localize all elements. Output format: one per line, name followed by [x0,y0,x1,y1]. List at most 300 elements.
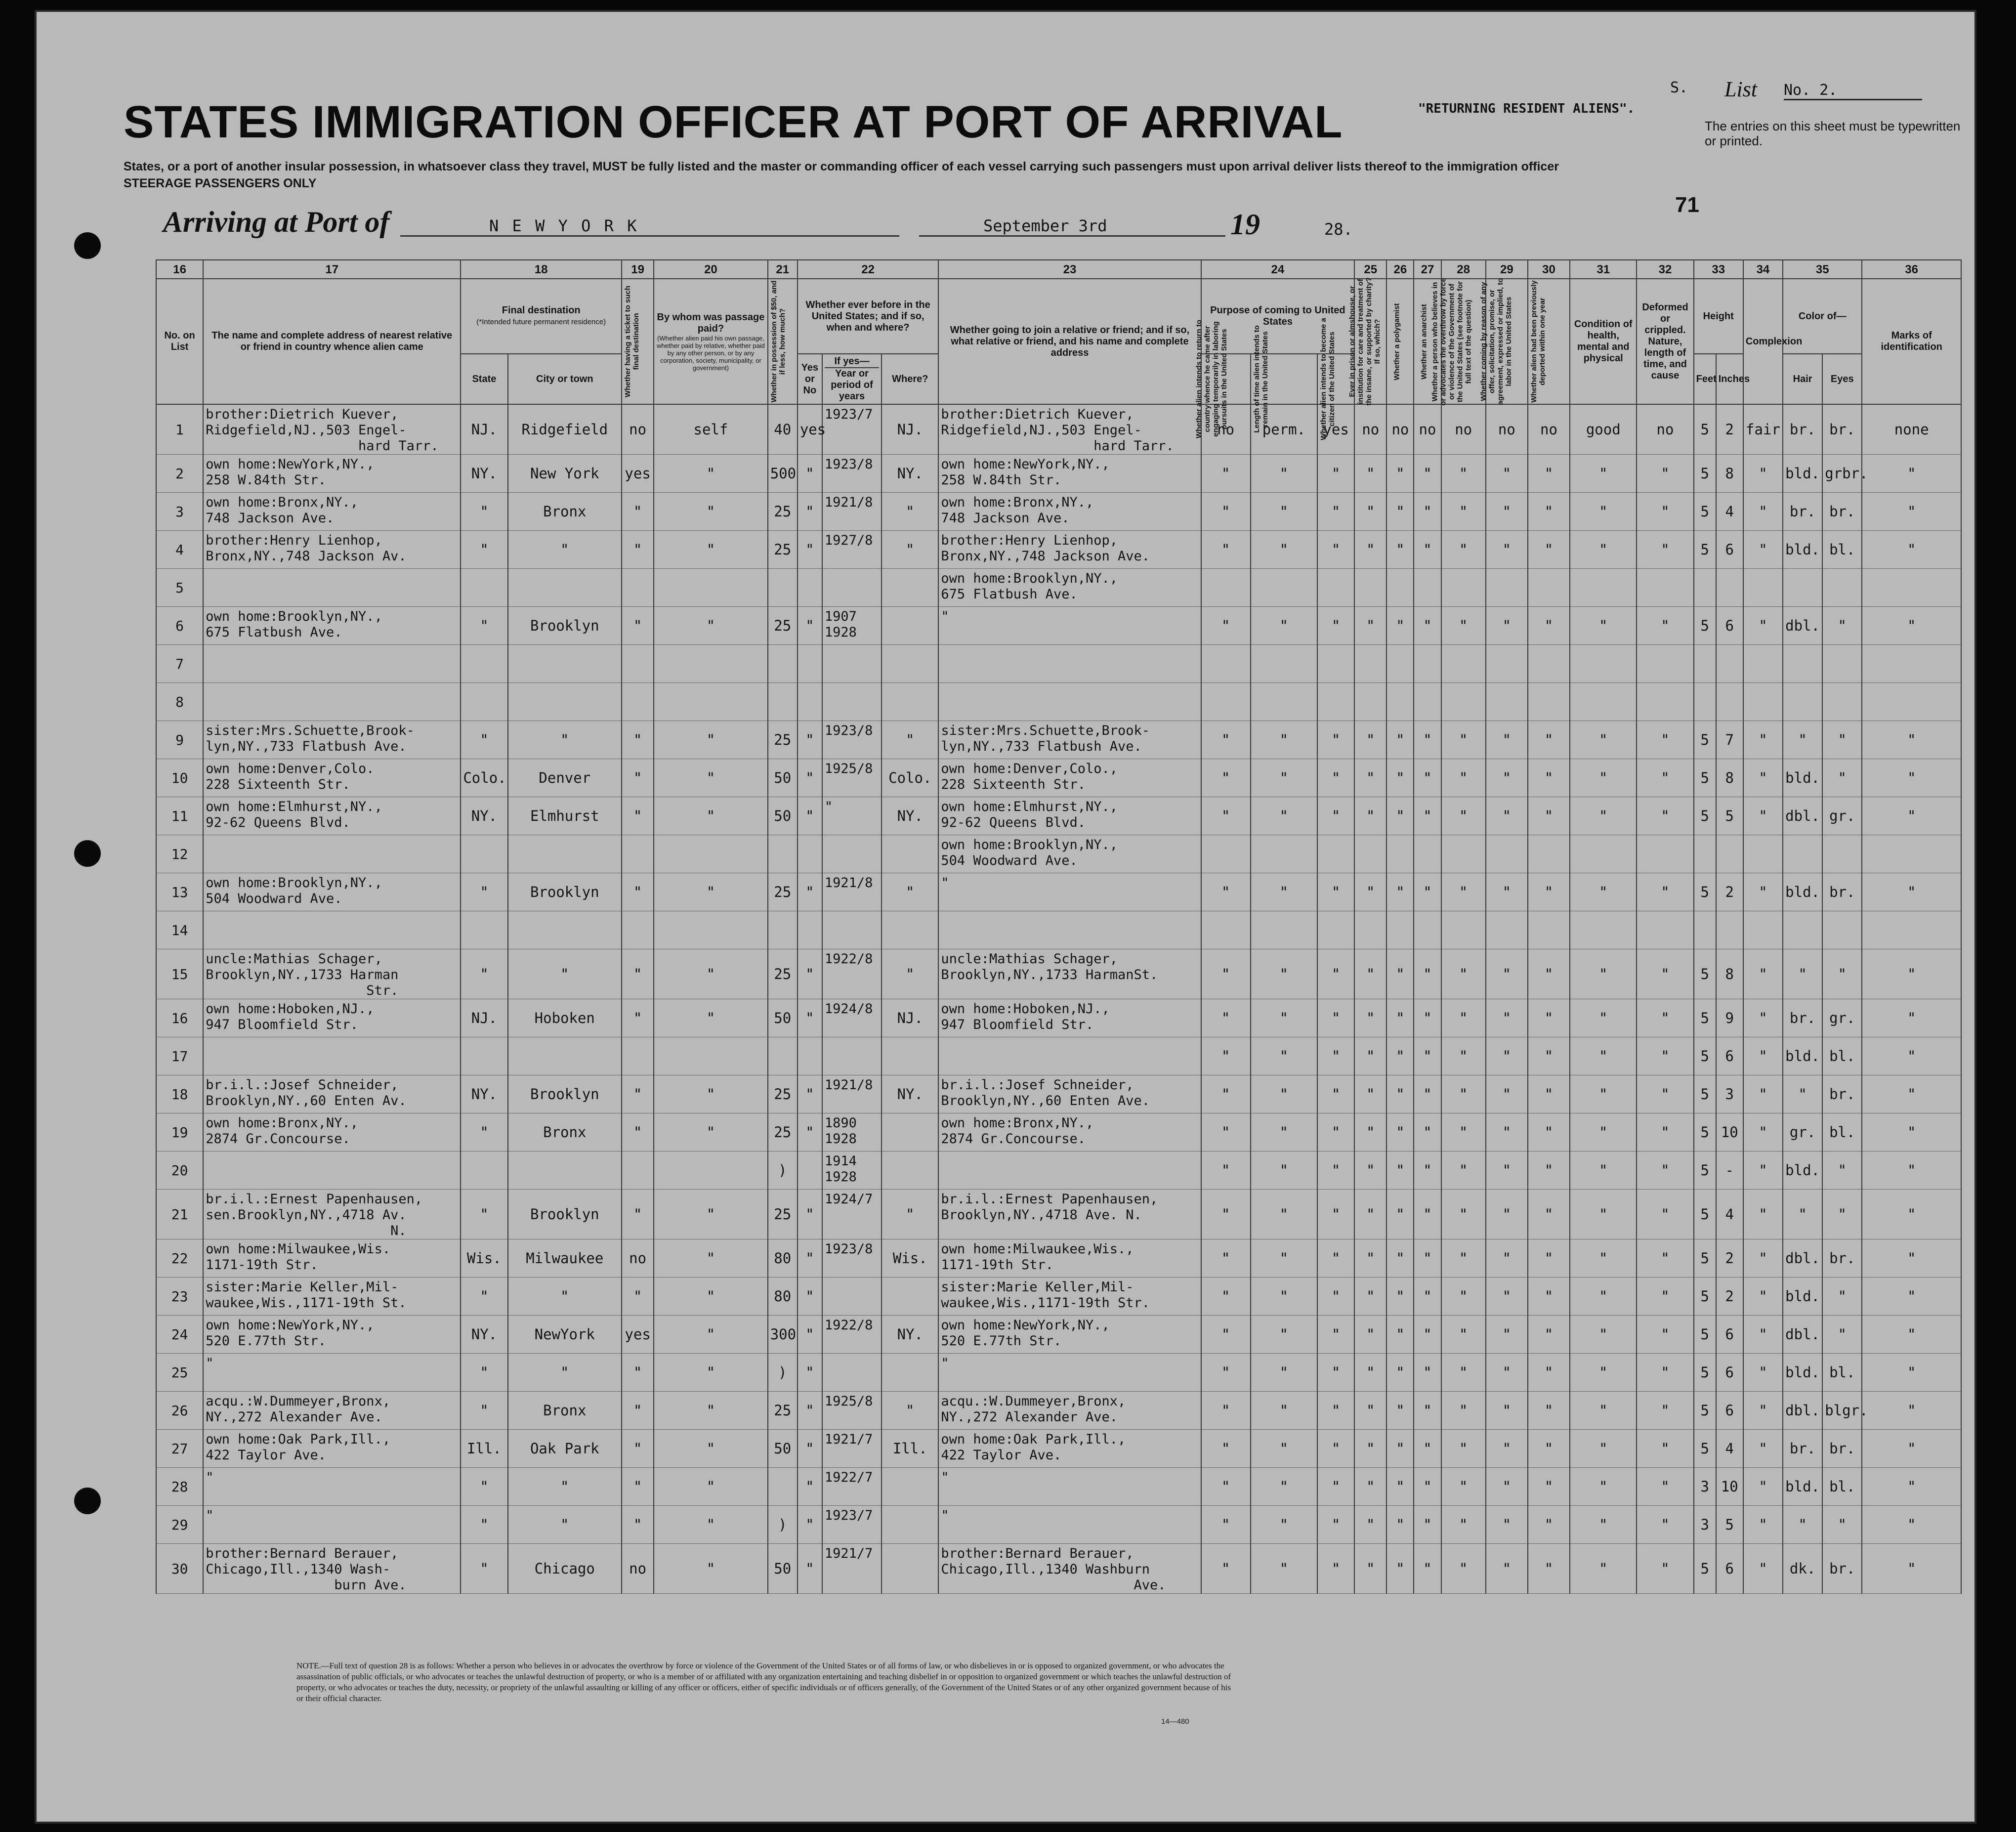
cell-ticket: yes [622,455,654,493]
cell-yn: " [798,1239,822,1278]
column-number: 25 [1354,260,1386,279]
cell-deformed: " [1637,797,1693,835]
cell-yn [798,1151,822,1190]
cell-c28: " [1441,1316,1486,1354]
header-join-relative: Whether going to join a relative or friend; and if so, what relative or friend, and his name and complete address [938,279,1201,404]
cell-feet: 5 [1694,949,1716,999]
cell-c25 [1354,835,1386,873]
cell-p24b: " [1251,1430,1317,1468]
cell-inches: 3 [1716,1075,1743,1113]
cell-p24a: no [1201,404,1251,455]
cell-hair [1783,645,1822,683]
cell-relative: own home:Brooklyn,NY., 675 Flatbush Ave. [203,607,461,645]
cell-c25: " [1354,721,1386,759]
cell-complexion: " [1743,949,1783,999]
cell-state [461,683,507,721]
cell-c28: " [1441,797,1486,835]
cell-health: " [1570,1392,1637,1430]
cell-marks: " [1862,759,1961,797]
cell-paid [654,645,768,683]
column-number: 24 [1201,260,1355,279]
cell-no: 18 [156,1075,203,1113]
cell-deformed: " [1637,531,1693,569]
cell-hair [1783,569,1822,607]
cell-feet: 5 [1694,873,1716,911]
cell-ticket: " [622,1278,654,1316]
cell-inches: 4 [1716,493,1743,531]
cell-c25 [1354,911,1386,949]
cell-no: 25 [156,1354,203,1392]
cell-relative: own home:Brooklyn,NY., 504 Woodward Ave. [203,873,461,911]
cell-city [508,835,622,873]
cell-p24b [1251,835,1317,873]
cell-c25: no [1354,404,1386,455]
cell-years: 1924/8 [822,999,882,1037]
cell-yn: " [798,1468,822,1506]
cell-hair: bld. [1783,531,1822,569]
cell-marks: " [1862,797,1961,835]
cell-relative: brother:Bernard Berauer, Chicago,Ill.,1340 Wash- burn Ave. [203,1544,461,1594]
cell-where: NJ. [882,999,938,1037]
cell-yn: " [798,607,822,645]
cell-c27: " [1414,1430,1441,1468]
cell-where [882,1468,938,1506]
cell-money [768,1037,798,1075]
cell-city: Brooklyn [508,607,622,645]
cell-yn: " [798,797,822,835]
cell-years: 1921/8 [822,493,882,531]
cell-complexion: " [1743,1392,1783,1430]
cell-no: 10 [156,759,203,797]
cell-hair [1783,835,1822,873]
cell-c29: " [1486,607,1528,645]
cell-relative: sister:Marie Keller,Mil- waukee,Wis.,1171-19th St. [203,1278,461,1316]
cell-state: " [461,1468,507,1506]
cell-join: sister:Marie Keller,Mil- waukee,Wis.,1171-19th Str. [938,1278,1201,1316]
year-suffix: 28. [1324,220,1353,239]
cell-p24a: " [1201,455,1251,493]
header-city: City or town [508,354,622,404]
cell-c29: " [1486,1354,1528,1392]
cell-state: Wis. [461,1239,507,1278]
cell-paid: " [654,1506,768,1544]
cell-no: 2 [156,455,203,493]
cell-years [822,645,882,683]
cell-complexion: " [1743,607,1783,645]
cell-ticket: " [622,1468,654,1506]
cell-c26: " [1386,1037,1414,1075]
cell-c30: " [1528,607,1570,645]
cell-c27: " [1414,949,1441,999]
cell-p24c: " [1317,1239,1354,1278]
cell-inches: 6 [1716,531,1743,569]
cell-complexion: " [1743,1037,1783,1075]
cell-state: NY. [461,797,507,835]
cell-paid [654,1151,768,1190]
cell-deformed: no [1637,404,1693,455]
q28-label: Whether a person who believes in or advocates the overthrow by force or violence of the Government of the United States (see footnote for full text of the question) [1430,277,1473,406]
cell-p24b: " [1251,1354,1317,1392]
cell-c30: " [1528,455,1570,493]
cell-ticket [622,911,654,949]
cell-ticket: no [622,1544,654,1594]
cell-c26: " [1386,1392,1414,1430]
cell-years: 1925/8 [822,1392,882,1430]
cell-marks [1862,911,1961,949]
cell-c26 [1386,911,1414,949]
cell-p24a [1201,569,1251,607]
cell-health: " [1570,1113,1637,1151]
cell-p24b: " [1251,1113,1317,1151]
cell-years: 1921/7 [822,1544,882,1594]
table-row [156,1468,1961,1506]
cell-c25: " [1354,1278,1386,1316]
cell-eyes: " [1822,1190,1862,1239]
cell-c28 [1441,911,1486,949]
cell-yn: " [798,1430,822,1468]
cell-c27: " [1414,1075,1441,1113]
cell-inches: 5 [1716,1506,1743,1544]
cell-c25: " [1354,797,1386,835]
cell-paid: " [654,1278,768,1316]
table-row [156,683,1961,721]
cell-complexion: " [1743,1544,1783,1594]
cell-p24b: " [1251,493,1317,531]
cell-where [882,1113,938,1151]
cell-ticket: " [622,873,654,911]
cell-years: 1922/8 [822,949,882,999]
table-row [156,1506,1961,1544]
cell-city: Ridgefield [508,404,622,455]
cell-c30: no [1528,404,1570,455]
cell-c26: " [1386,1075,1414,1113]
cell-money: 50 [768,1430,798,1468]
cell-deformed: " [1637,1430,1693,1468]
cell-health [1570,569,1637,607]
cell-p24b: " [1251,1544,1317,1594]
cell-city: Bronx [508,493,622,531]
sheet-number: 71 [1675,193,1699,217]
cell-feet [1694,911,1716,949]
cell-eyes: br. [1822,404,1862,455]
cell-marks: " [1862,949,1961,999]
cell-marks: " [1862,607,1961,645]
cell-join: own home:Brooklyn,NY., 675 Flatbush Ave. [938,569,1201,607]
cell-relative: " [203,1506,461,1544]
cell-years [822,569,882,607]
cell-years: 1921/8 [822,1075,882,1113]
cell-complexion: " [1743,1468,1783,1506]
cell-yn: " [798,1544,822,1594]
cell-relative: br.i.l.:Josef Schneider, Brooklyn,NY.,60 Enten Av. [203,1075,461,1113]
cell-hair: " [1783,1190,1822,1239]
column-number: 35 [1783,260,1862,279]
cell-p24b: " [1251,1506,1317,1544]
cell-city [508,911,622,949]
q30-label: Whether alien had been previously deported within one year [1529,280,1547,403]
cell-relative [203,911,461,949]
cell-health: " [1570,1316,1637,1354]
cell-years [822,1354,882,1392]
cell-ticket: " [622,1392,654,1430]
manifest-sheet [35,10,1976,1824]
cell-no: 29 [156,1506,203,1544]
cell-c30 [1528,683,1570,721]
cell-money: 25 [768,1392,798,1430]
cell-no: 30 [156,1544,203,1594]
cell-join: br.i.l.:Josef Schneider, Brooklyn,NY.,60 Enten Ave. [938,1075,1201,1113]
cell-city: " [508,1506,622,1544]
cell-c28: " [1441,455,1486,493]
cell-p24b [1251,911,1317,949]
cell-c29: " [1486,1430,1528,1468]
cell-ticket [622,645,654,683]
cell-deformed: " [1637,1037,1693,1075]
cell-no: 15 [156,949,203,999]
cell-where: Wis. [882,1239,938,1278]
cell-money [768,683,798,721]
cell-city [508,683,622,721]
cell-no: 22 [156,1239,203,1278]
cell-c30: " [1528,1278,1570,1316]
cell-c30 [1528,569,1570,607]
cell-yn: " [798,1316,822,1354]
cell-health: " [1570,1075,1637,1113]
cell-p24c: " [1317,607,1354,645]
cell-p24a: " [1201,797,1251,835]
cell-relative [203,1037,461,1075]
cell-deformed: " [1637,1316,1693,1354]
cell-deformed: " [1637,1506,1693,1544]
cell-complexion: " [1743,1506,1783,1544]
cell-p24c: " [1317,1468,1354,1506]
cell-yn: " [798,1506,822,1544]
cell-c25: " [1354,1354,1386,1392]
cell-where: Ill. [882,1430,938,1468]
cell-paid [654,683,768,721]
cell-no: 9 [156,721,203,759]
cell-feet [1694,835,1716,873]
cell-city [508,1151,622,1190]
cell-c27: " [1414,873,1441,911]
cell-deformed [1637,911,1693,949]
cell-eyes: br. [1822,493,1862,531]
column-number: 32 [1637,260,1693,279]
cell-p24c: " [1317,999,1354,1037]
cell-inches: 8 [1716,455,1743,493]
header-where: Where? [882,354,938,404]
cell-c26: " [1386,1151,1414,1190]
header-purpose: Purpose of coming to United States [1201,279,1355,354]
cell-health: " [1570,1354,1637,1392]
cell-years: " [822,797,882,835]
cell-feet: 5 [1694,1544,1716,1594]
cell-paid [654,911,768,949]
cell-c26: " [1386,1316,1414,1354]
cell-where [882,1151,938,1190]
cell-feet: 5 [1694,1113,1716,1151]
cell-ticket: " [622,607,654,645]
cell-hair: bld. [1783,1354,1822,1392]
cell-join: " [938,607,1201,645]
cell-paid: " [654,873,768,911]
cell-hair: dk. [1783,1544,1822,1594]
column-number: 26 [1386,260,1414,279]
cell-c29: " [1486,759,1528,797]
cell-paid: self [654,404,768,455]
cell-state [461,1151,507,1190]
cell-where [882,835,938,873]
cell-deformed: " [1637,1113,1693,1151]
binder-hole [74,840,101,867]
cell-where [882,1037,938,1075]
cell-c26: " [1386,949,1414,999]
cell-inches: 2 [1716,1239,1743,1278]
cell-hair: " [1783,1075,1822,1113]
cell-deformed: " [1637,759,1693,797]
cell-hair [1783,911,1822,949]
cell-where [882,1278,938,1316]
cell-yn: " [798,1354,822,1392]
cell-feet: 5 [1694,1354,1716,1392]
cell-feet: 5 [1694,1151,1716,1190]
year-period-label: Year or period of years [831,368,873,402]
cell-c25 [1354,683,1386,721]
cell-eyes [1822,645,1862,683]
cell-c26: " [1386,455,1414,493]
cell-p24c: " [1317,1354,1354,1392]
header-inches: Inches [1716,354,1743,404]
cell-p24c [1317,645,1354,683]
header-nearest-relative: The name and complete address of nearest relative or friend in country whence alien came [203,279,461,404]
cell-health [1570,911,1637,949]
cell-state: Ill. [461,1430,507,1468]
cell-no: 5 [156,569,203,607]
cell-ticket: " [622,1190,654,1239]
cell-eyes: br. [1822,873,1862,911]
table-row [156,1278,1961,1316]
cell-c27: " [1414,531,1441,569]
cell-no: 26 [156,1392,203,1430]
cell-ticket: " [622,1113,654,1151]
cell-c28: " [1441,1239,1486,1278]
cell-eyes [1822,569,1862,607]
cell-hair: bld. [1783,1278,1822,1316]
column-number: 36 [1862,260,1961,279]
cell-c30: " [1528,1392,1570,1430]
table-row [156,1544,1961,1594]
cell-ticket: " [622,759,654,797]
cell-inches: 8 [1716,759,1743,797]
cell-complexion: " [1743,1430,1783,1468]
cell-relative: br.i.l.:Ernest Papenhausen, sen.Brooklyn,NY.,4718 Av. N. [203,1190,461,1239]
final-destination-label: Final destination [502,305,581,316]
cell-join: brother:Henry Lienhop, Bronx,NY.,748 Jackson Ave. [938,531,1201,569]
cell-p24a: " [1201,1190,1251,1239]
cell-c29: " [1486,1113,1528,1151]
cell-city: Brooklyn [508,1190,622,1239]
cell-join: brother:Bernard Berauer, Chicago,Ill.,1340 Washburn Ave. [938,1544,1201,1594]
cell-c29: no [1486,404,1528,455]
cell-p24c: " [1317,1392,1354,1430]
cell-marks: " [1862,1468,1961,1506]
cell-c27: " [1414,1506,1441,1544]
cell-feet: 3 [1694,1506,1716,1544]
cell-c26: " [1386,873,1414,911]
cell-complexion: " [1743,721,1783,759]
cell-inches: 6 [1716,1037,1743,1075]
cell-years [822,911,882,949]
cell-health: good [1570,404,1637,455]
cell-complexion: " [1743,873,1783,911]
passage-paid-label: By whom was passage paid? [657,311,765,334]
cell-c28: " [1441,759,1486,797]
cell-inches: 6 [1716,1316,1743,1354]
cell-deformed: " [1637,999,1693,1037]
cell-join: own home:Brooklyn,NY., 504 Woodward Ave. [938,835,1201,873]
cell-city: Bronx [508,1113,622,1151]
cell-paid: " [654,1316,768,1354]
cell-feet: 5 [1694,1075,1716,1113]
cell-money: 80 [768,1239,798,1278]
cell-hair: dbl. [1783,1239,1822,1278]
cell-state [461,569,507,607]
cell-marks: " [1862,1190,1961,1239]
cell-c27: " [1414,1316,1441,1354]
cell-c28: " [1441,873,1486,911]
cell-p24b: perm. [1251,404,1317,455]
cell-health [1570,645,1637,683]
cell-yn: " [798,1113,822,1151]
if-yes-label: If yes— [825,356,879,368]
cell-p24a: " [1201,1037,1251,1075]
cell-relative: brother:Dietrich Kuever, Ridgefield,NJ.,503 Engel- hard Tarr. [203,404,461,455]
cell-c30: " [1528,1037,1570,1075]
cell-relative [203,569,461,607]
cell-health: " [1570,873,1637,911]
cell-no: 11 [156,797,203,835]
cell-yn: " [798,759,822,797]
cell-state: Colo. [461,759,507,797]
cell-ticket: yes [622,1316,654,1354]
cell-p24b: " [1251,949,1317,999]
cell-eyes: bl. [1822,1037,1862,1075]
header-q29 [1479,278,1528,405]
cell-c29: " [1486,1544,1528,1594]
cell-ticket [622,569,654,607]
cell-p24a: " [1201,1544,1251,1594]
cell-inches: 10 [1716,1113,1743,1151]
cell-feet: 5 [1694,1430,1716,1468]
cell-p24c: " [1317,797,1354,835]
cell-c27: " [1414,999,1441,1037]
cell-city: NewYork [508,1316,622,1354]
cell-join [938,645,1201,683]
cell-ticket: " [622,999,654,1037]
cell-state: " [461,1190,507,1239]
cell-where: " [882,531,938,569]
cell-city: New York [508,455,622,493]
cell-marks: " [1862,873,1961,911]
cell-money: 25 [768,1190,798,1239]
cell-years: 1923/7 [822,404,882,455]
cell-hair: " [1783,721,1822,759]
cell-paid: " [654,1075,768,1113]
cell-p24b: " [1251,531,1317,569]
cell-where: " [882,949,938,999]
cell-p24a: " [1201,949,1251,999]
cell-c26: " [1386,1190,1414,1239]
